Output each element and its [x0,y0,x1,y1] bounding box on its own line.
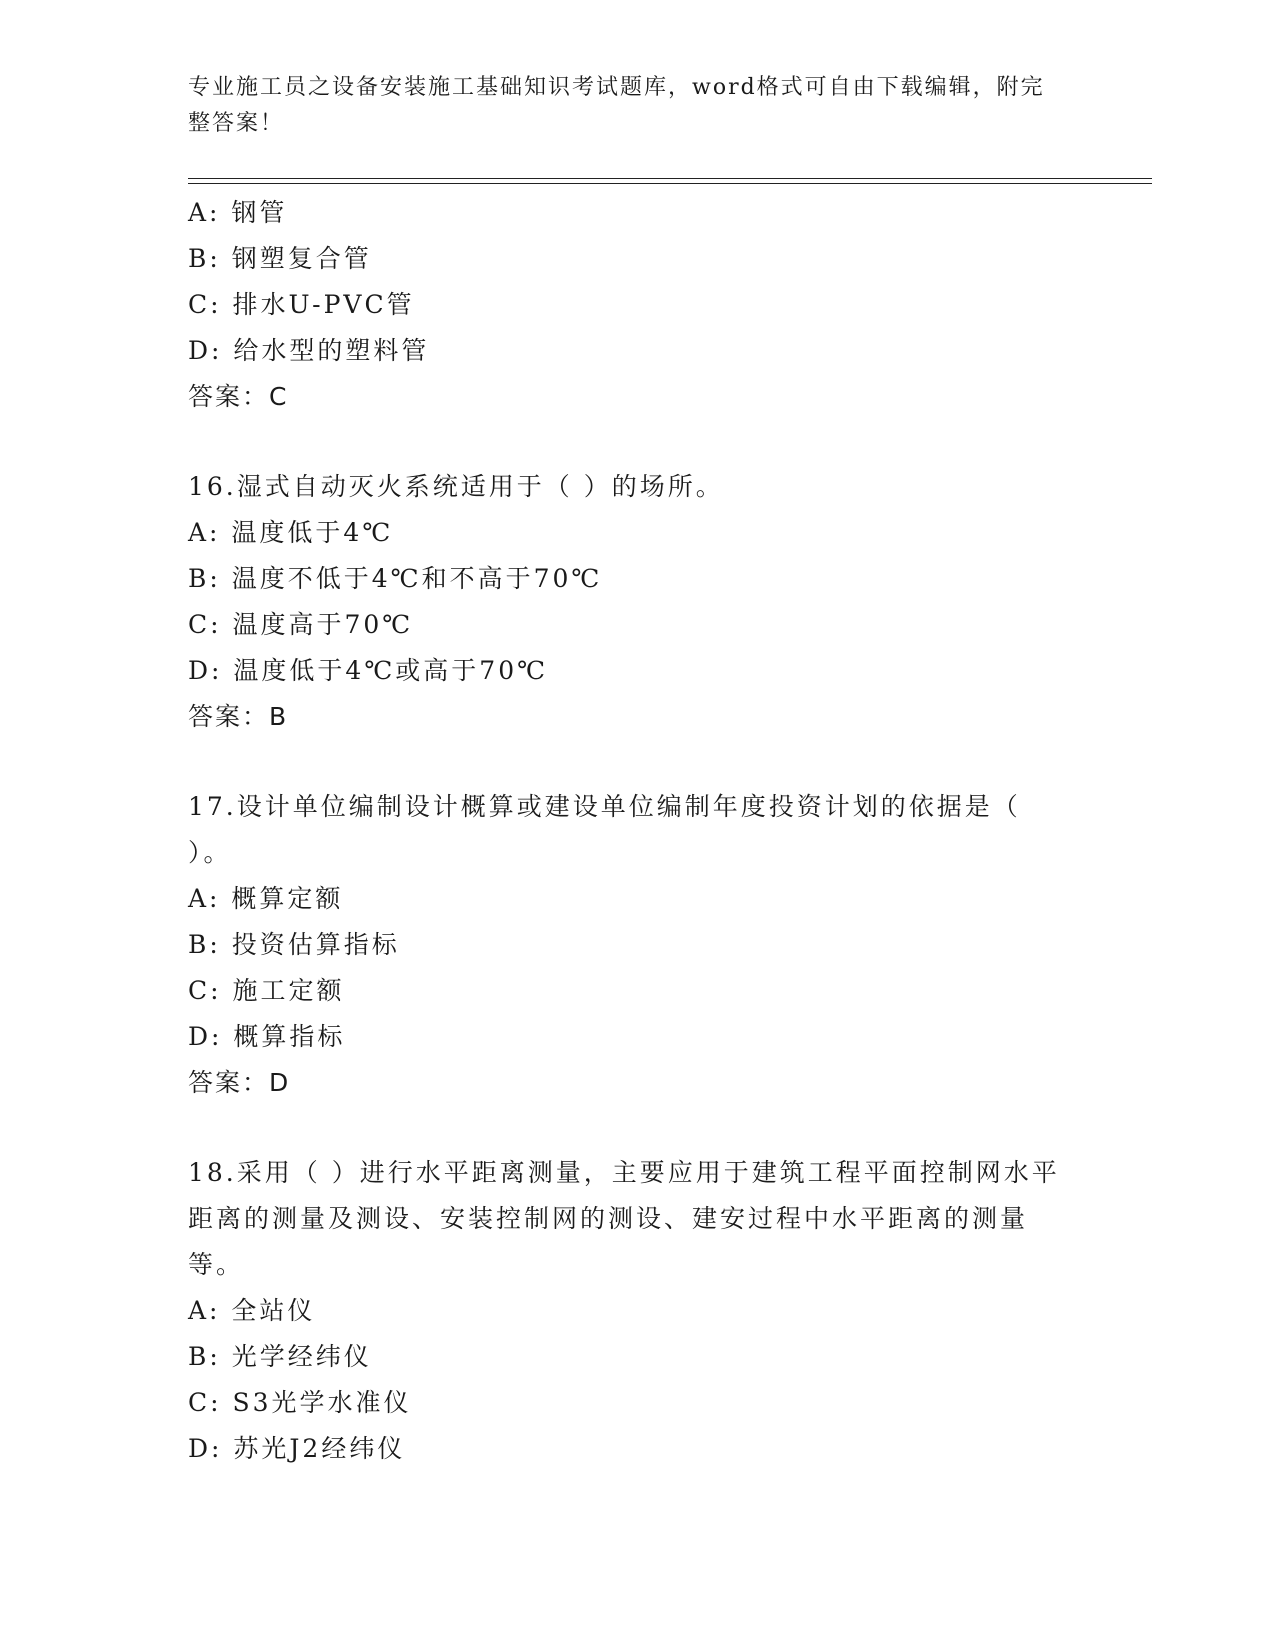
option-a: A: 温度低于4℃ [188,518,394,547]
option-b: B: 钢塑复合管 [188,244,372,273]
question-15 [188,190,1068,420]
question-text: 17.设计单位编制设计概算或建设单位编制年度投资计划的依据是（ ）。 [188,792,1021,867]
answer-line: 答案：C [188,382,289,411]
option-d: D: 给水型的塑料管 [188,336,430,365]
option-a: A: 全站仪 [188,1296,316,1325]
question-list [188,190,1068,1472]
question-text: 18.采用（ ）进行水平距离测量，主要应用于建筑工程平面控制网水平距离的测量及测设、安装控制网的测设、建安过程中水平距离的测量等。 [188,1158,1060,1279]
question-18 [188,1150,1068,1472]
option-c: C: 施工定额 [188,976,345,1005]
question-16 [188,464,1068,740]
answer-line: 答案：B [188,702,289,731]
option-d: D: 苏光J2经纬仪 [188,1434,406,1463]
option-d: D: 温度低于4℃或高于70℃ [188,656,549,685]
answer-line: 答案：D [188,1068,291,1097]
option-a: A: 概算定额 [188,884,344,913]
option-c: C: 温度高于70℃ [188,610,414,639]
option-d: D: 概算指标 [188,1022,346,1051]
question-17 [188,784,1068,1106]
option-b: B: 投资估算指标 [188,930,400,959]
question-text: 16.湿式自动灭火系统适用于（ ）的场所。 [188,472,724,501]
option-a: A: 钢管 [188,198,288,227]
header-divider-top [188,178,1152,179]
document-header: 专业施工员之设备安装施工基础知识考试题库，word格式可自由下载编辑，附完整答案！ [188,75,1045,136]
option-b: B: 温度不低于4℃和不高于70℃ [188,564,603,593]
header-divider-bottom [188,183,1152,184]
option-b: B: 光学经纬仪 [188,1342,372,1371]
option-c: C: 排水U-PVC管 [188,290,415,319]
option-c: C: S3光学水准仪 [188,1388,412,1417]
